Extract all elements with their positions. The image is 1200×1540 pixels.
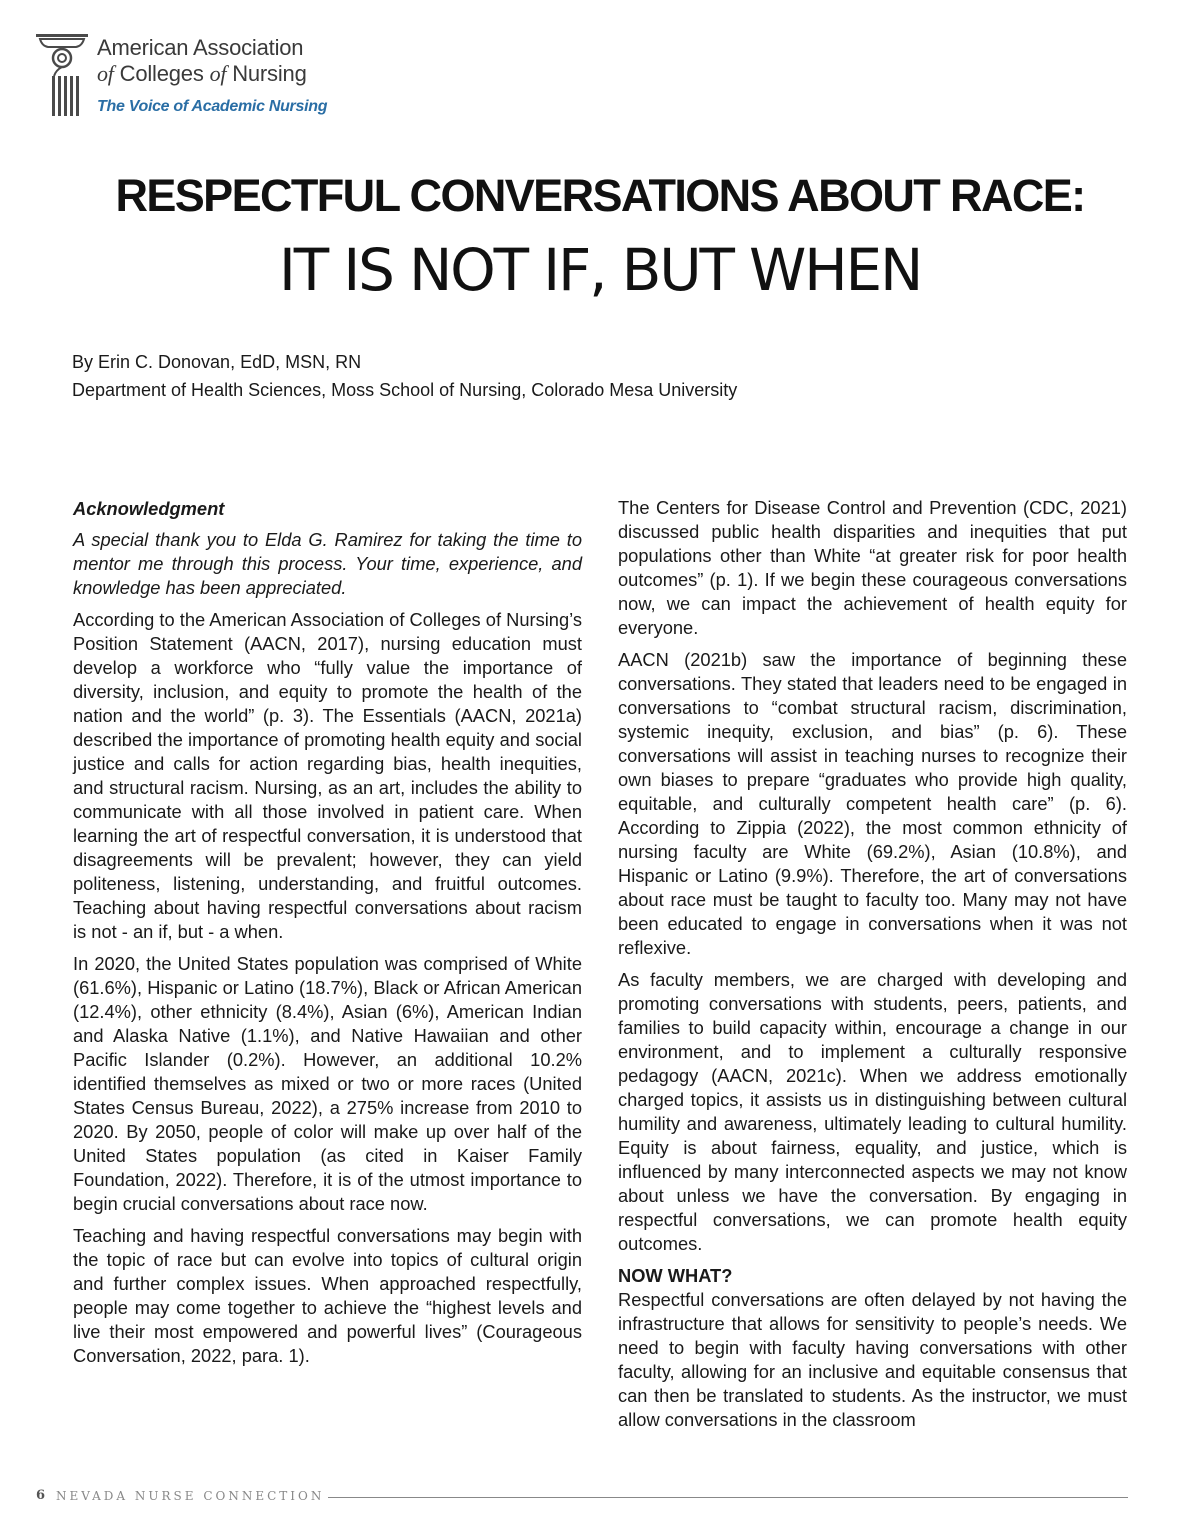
- body-paragraph: Respectful conversations are often delayed by not having the infrastructure that allows for sensitivity to people’s needs. We need to begin with faculty having conversations with other faculty, allowing for an inclusive and equitable consensus that can then be translated to students. As the instructor, we must allow conversations in the classroom: [618, 1289, 1127, 1430]
- logo-of-1: of: [97, 61, 114, 86]
- aacn-logo: [36, 32, 346, 124]
- body-paragraph: According to the American Association of Colleges of Nursing’s Position Statement (AACN, 2017), nursing education must develop a workforce who “fully value the importance of diversity, inclusion, and equity to promote the health of the nation and the world” (p. 3). The Essentials (AACN, 2021a) described the importance of promoting health equity and social justice and calls for action regarding bias, health inequities, and structural racism. Nursing, as an art, includes the ability to communicate with all those involved in patient care. When learning the art of respectful conversation, it is understood that disagreements will be prevalent; however, they can yield politeness, listening, understanding, and fruitful outcomes. Teaching about having respectful conversations about racism is not - an if, but - a when.: [73, 609, 582, 942]
- publication-name: NEVADA NURSE CONNECTION: [56, 1489, 325, 1503]
- logo-colleges: Colleges: [113, 61, 210, 86]
- page-number: 6: [36, 1488, 46, 1503]
- right-column: [618, 496, 1127, 1440]
- body-paragraph: AACN (2021b) saw the importance of beginning these conversations. They stated that leaders need to be engaged in conversations to “combat structural racism, discrimination, systemic inequity, exclusion, and bias” (p. 6). These conversations will assist in teaching nurses to recognize their own biases to prepare “graduates who provide high quality, equitable, and culturally competent health care” (p. 6). According to Zippia (2022), the most common ethnicity of nursing faculty are White (69.2%), Asian (10.8%), and Hispanic or Latino (9.9%). Therefore, the art of conversations about race must be taught to faculty too. Many may not have been educated to engage in conversations when it was not reflexive.: [618, 649, 1127, 958]
- article-subtitle: IT IS NOT IF, BUT WHEN: [278, 236, 922, 304]
- logo-nursing: Nursing: [226, 61, 307, 86]
- footer-rule: [328, 1497, 1128, 1498]
- logo-tagline: The Voice of Academic Nursing: [97, 98, 328, 115]
- section-heading-now-what: NOW WHAT?: [618, 1265, 733, 1286]
- page-footer: [36, 1488, 1128, 1508]
- acknowledgment-text: A special thank you to Elda G. Ramirez for taking the time to mentor me through this process. Your time, experience, and knowledge has been appreciated.: [73, 529, 582, 598]
- body-paragraph: As faculty members, we are charged with developing and promoting conversations with students, peers, patients, and families to build capacity within, encourage a change in our environment, and to implement a culturally responsive pedagogy (AACN, 2021c). When we address emotionally charged topics, it assists us in distinguishing between cultural humility and awareness, ultimately leading to cultural humility. Equity is about fairness, equality, and justice, which is influenced by many interconnected aspects we may not know about unless we have the conversation. By engaging in respectful conversations, we can promote health equity outcomes.: [618, 969, 1127, 1254]
- column-logo-icon: [36, 32, 88, 118]
- acknowledgment-heading: Acknowledgment: [73, 498, 225, 519]
- body-paragraph: In 2020, the United States population was comprised of White (61.6%), Hispanic or Latino (18.7%), Black or African American (12.4%), other ethnicity (8.4%), Asian (6%), American Indian and Alaska Native (1.1%), and Native Hawaiian and other Pacific Islander (0.2%). However, an additional 10.2% identified themselves as mixed or two or more races (United States Census Bureau, 2022), a 275% increase from 2010 to 2020. By 2050, people of color will make up over half of the United States population (as cited in Kaiser Family Foundation, 2022). Therefore, it is of the utmost importance to begin crucial conversations about race now.: [73, 953, 582, 1214]
- author-line: By Erin C. Donovan, EdD, MSN, RN: [72, 352, 362, 372]
- logo-of-2: of: [209, 61, 227, 86]
- byline: [72, 348, 737, 404]
- logo-line-2: [97, 61, 307, 87]
- logo-line-1: American Association: [97, 35, 304, 60]
- body-paragraph: Teaching and having respectful conversations may begin with the topic of race but can evolve into topics of cultural origin and further complex issues. When approached respectfully, people may come together to achieve the “highest levels and live their most empowered and powerful lives” (Courageous Conversation, 2022, para. 1).: [73, 1225, 582, 1366]
- article-title: RESPECTFUL CONVERSATIONS ABOUT RACE:: [115, 170, 1085, 221]
- affiliation-line: Department of Health Sciences, Moss School of Nursing, Colorado Mesa University: [72, 380, 738, 400]
- body-paragraph: The Centers for Disease Control and Prevention (CDC, 2021) discussed public health disparities and inequities that put populations other than White “at greater risk for poor health outcomes” (p. 1). If we begin these courageous conversations now, we can impact the achievement of health equity for everyone.: [618, 497, 1127, 638]
- left-column: [73, 496, 582, 1376]
